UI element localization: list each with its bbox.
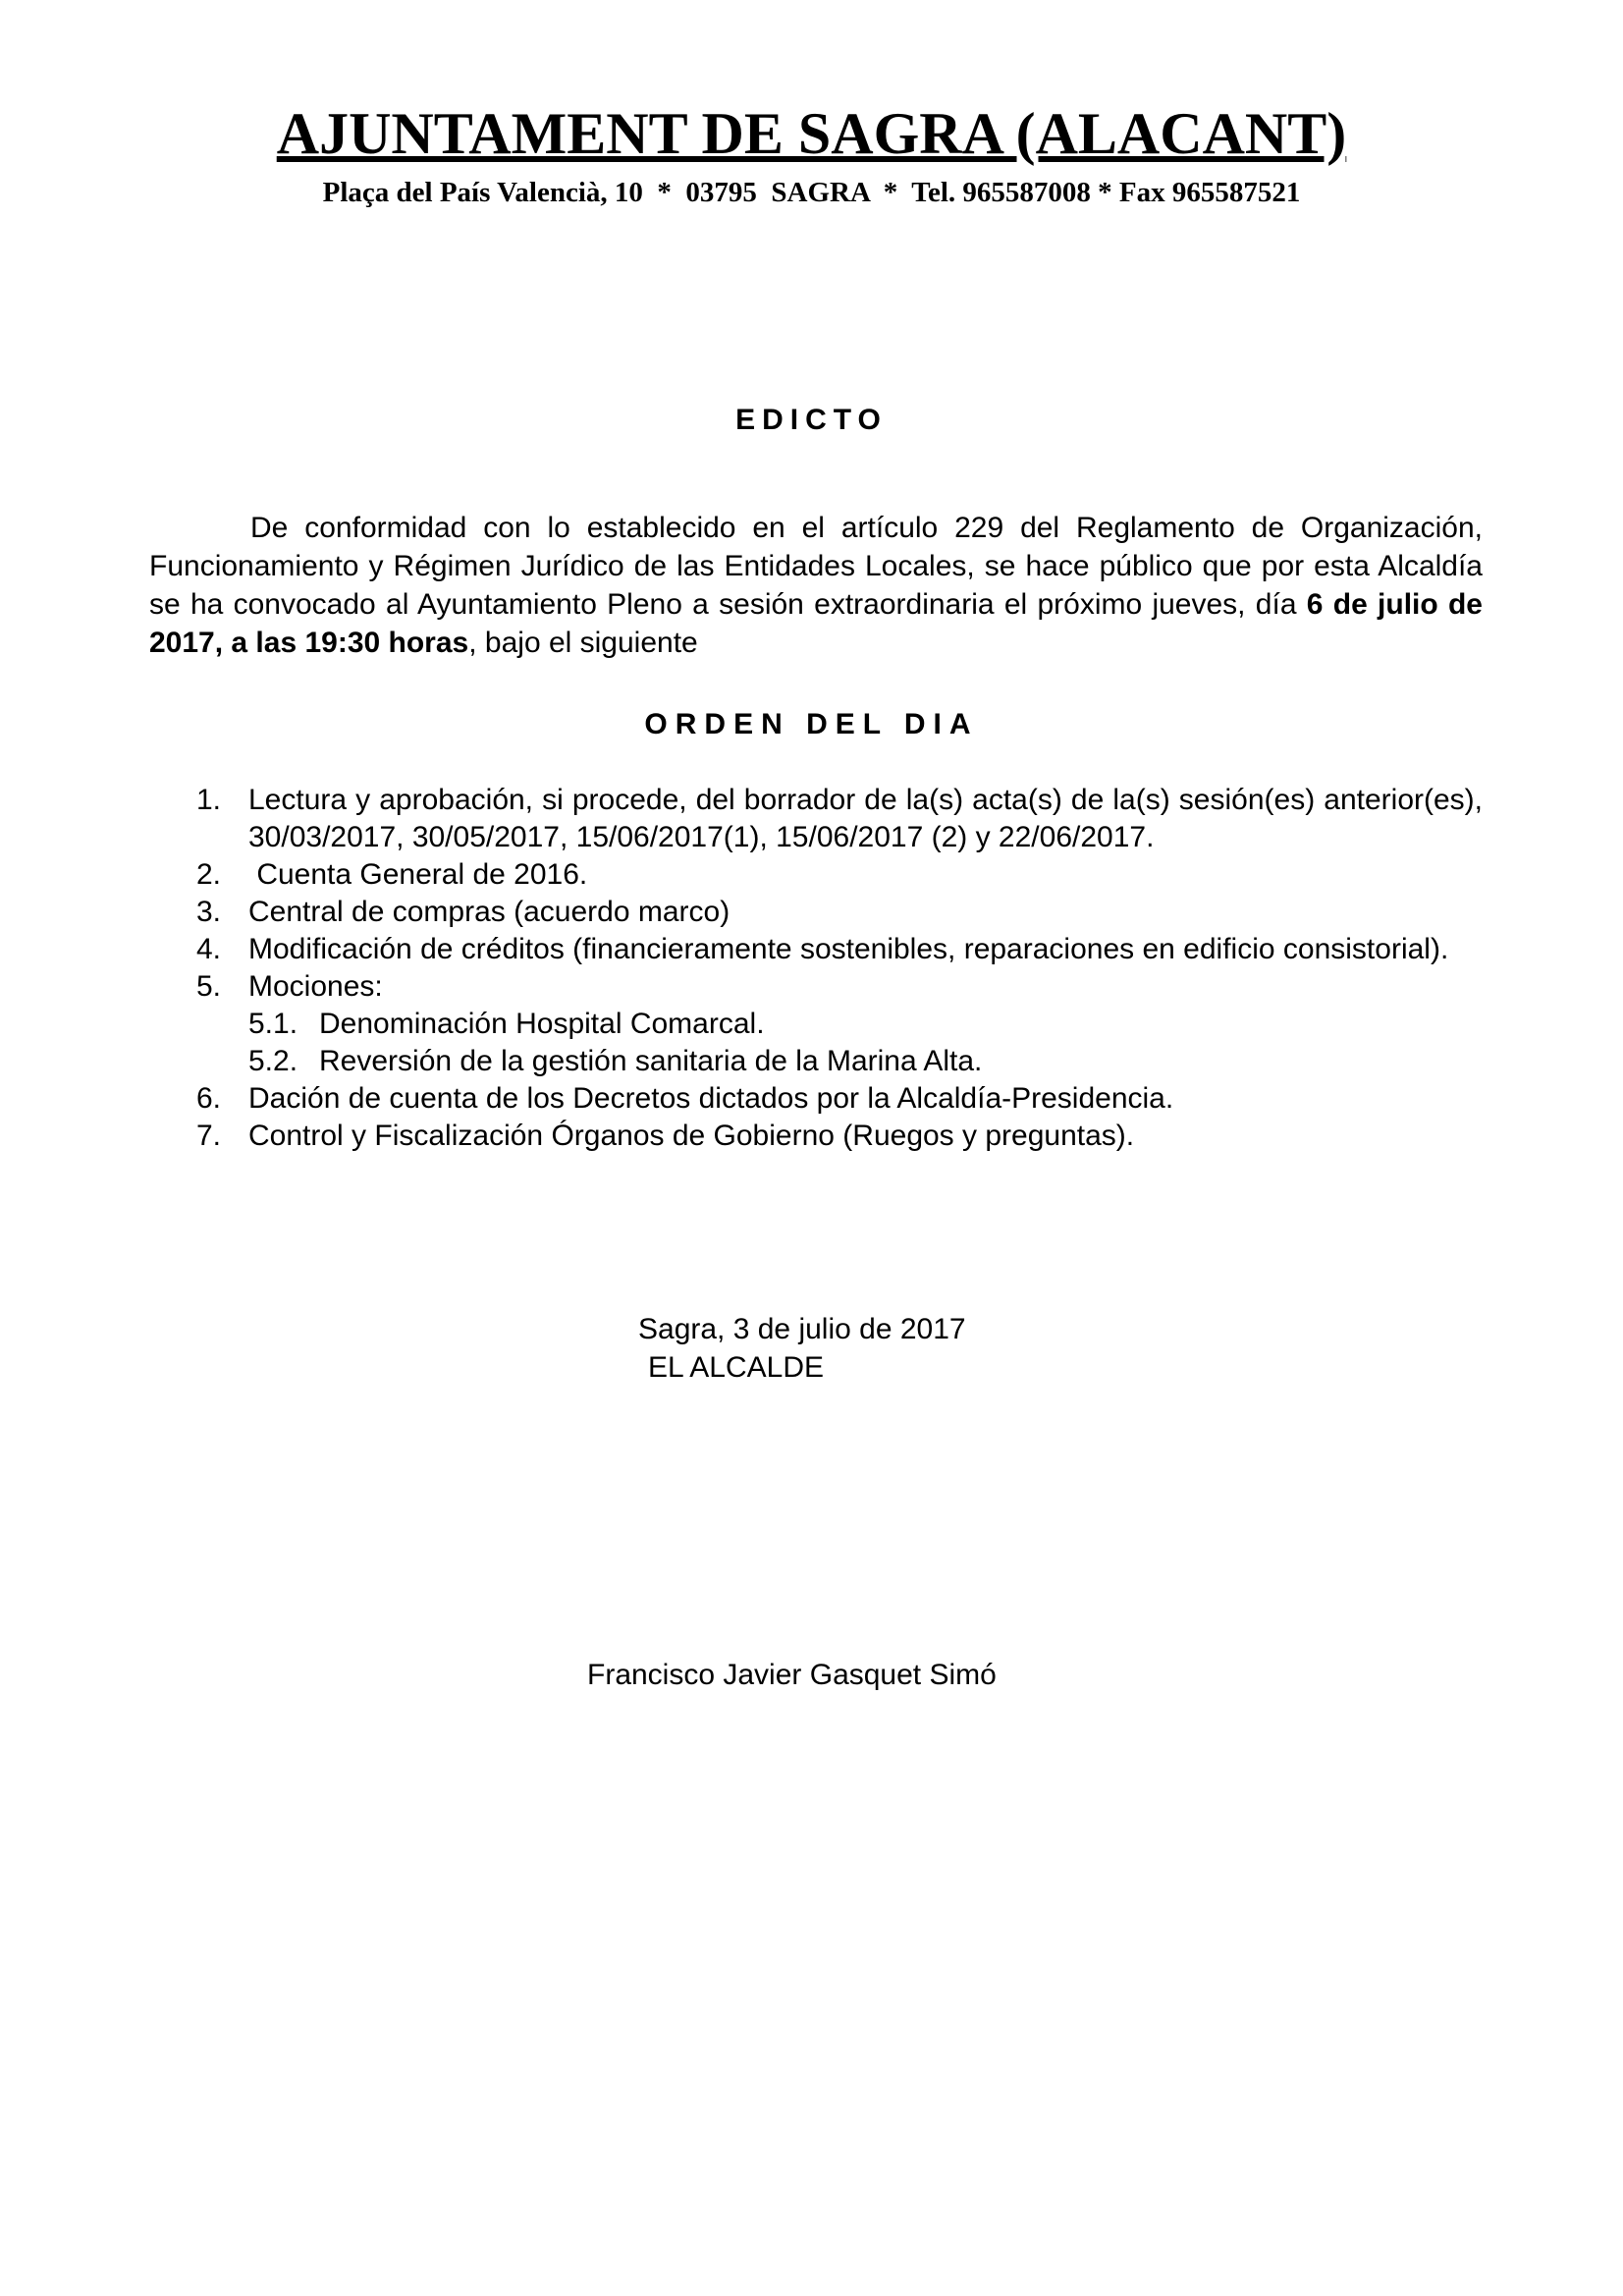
document-title: EDICTO xyxy=(735,404,888,436)
agenda-sub-item xyxy=(248,1006,1483,1043)
agenda-sub-item-number: 5.1. xyxy=(248,1008,298,1040)
signer-name: Francisco Javier Gasquet Simó xyxy=(587,1659,997,1691)
agenda-sub-item-number: 5.2. xyxy=(248,1045,298,1077)
agenda-item-number: 6. xyxy=(196,1082,222,1115)
agenda-item-number: 3. xyxy=(196,896,222,928)
agenda-sub-item xyxy=(248,1043,1483,1080)
agenda-item xyxy=(196,1118,1483,1155)
agenda-item-number: 1. xyxy=(196,784,222,816)
agenda-item-text: Dación de cuenta de los Decretos dictados por la Alcaldía-Presidencia. xyxy=(248,1082,1174,1115)
agenda-item-text: Modificación de créditos (financieramente sostenibles, reparaciones en edificio consistorial). xyxy=(248,933,1449,965)
agenda-item-text: Control y Fiscalización Órganos de Gobierno (Ruegos y preguntas). xyxy=(248,1120,1135,1152)
agenda-sub-list xyxy=(248,1006,1483,1080)
agenda-item xyxy=(196,931,1483,968)
agenda-item xyxy=(196,856,1483,894)
agenda-item xyxy=(196,894,1483,931)
edict-body xyxy=(149,509,1483,662)
agenda-item-text: Cuenta General de 2016. xyxy=(248,858,588,891)
agenda-sub-item-text: Reversión de la gestión sanitaria de la Marina Alta. xyxy=(319,1045,983,1077)
edict-body-intro: De conformidad con lo establecido en el artículo 229 del Reglamento de Organización, Funcionamiento y Régimen Jurídico de las Entidades Locales, se hace público que por esta Alcaldía se ha convocado al Ayuntamiento Pleno a sesión extraordinaria el próximo jueves, día xyxy=(149,512,1483,621)
agenda-item-text: Lectura y aprobación, si procede, del borrador de la(s) acta(s) de la(s) sesión(es) anterior(es), 30/03/2017, 30/05/2017, 15/06/2017(1), 15/06/2017 (2) y 22/06/2017. xyxy=(248,784,1483,853)
agenda-title: ORDEN DEL DIA xyxy=(644,708,979,740)
agenda-item xyxy=(196,782,1483,856)
agenda-item-number: 4. xyxy=(196,933,222,965)
agenda-list xyxy=(196,782,1483,1155)
agenda-item-text: Central de compras (acuerdo marco) xyxy=(248,896,730,928)
session-date-time: 6 de julio de 2017, a las 19:30 horas xyxy=(149,588,1483,659)
agenda-item xyxy=(196,1080,1483,1118)
organization-name: AJUNTAMENT DE SAGRA (ALACANT) xyxy=(276,101,1347,166)
signer-role: EL ALCALDE xyxy=(648,1351,824,1384)
agenda-item-number: 5. xyxy=(196,970,222,1003)
organization-address: Plaça del País Valencià, 10 * 03795 SAGRA * Tel. 965587008 * Fax 965587521 xyxy=(322,177,1301,208)
edict-body-end: , bajo el siguiente xyxy=(468,627,698,659)
place-and-date: Sagra, 3 de julio de 2017 xyxy=(638,1313,966,1345)
agenda-item-number: 7. xyxy=(196,1120,222,1152)
agenda-item-text: Mociones: xyxy=(248,970,383,1003)
agenda-sub-item-text: Denominación Hospital Comarcal. xyxy=(319,1008,765,1040)
agenda-item xyxy=(196,968,1483,1080)
agenda-item-number: 2. xyxy=(196,858,222,891)
